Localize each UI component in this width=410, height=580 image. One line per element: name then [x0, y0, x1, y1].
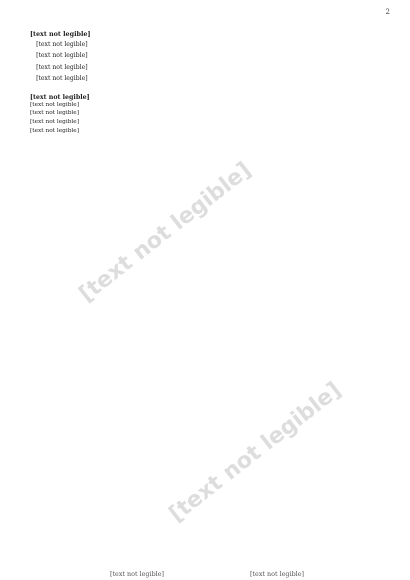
reference-4: [text not legible]: [30, 127, 79, 134]
watermark-1: [text not legible]: [74, 157, 257, 308]
section-heading: [text not legible]: [30, 30, 91, 38]
reference-2: [text not legible]: [30, 110, 79, 117]
footer-left-text: [text not legible]: [110, 570, 164, 578]
footer-right-text: [text not legible]: [250, 570, 304, 578]
document-body: [30, 22, 382, 136]
reference-1: [text not legible]: [30, 101, 79, 108]
reference-3: [text not legible]: [30, 119, 79, 126]
paragraph-1: [text not legible]: [36, 41, 88, 48]
paragraph-2: [text not legible]: [36, 52, 88, 60]
watermark-2: [text not legible]: [164, 377, 347, 528]
page-number: 2: [385, 8, 390, 16]
paragraph-4: [text not legible]: [36, 75, 88, 83]
references-title: [text not legible]: [30, 93, 90, 101]
paragraph-3: [text not legible]: [36, 63, 88, 71]
